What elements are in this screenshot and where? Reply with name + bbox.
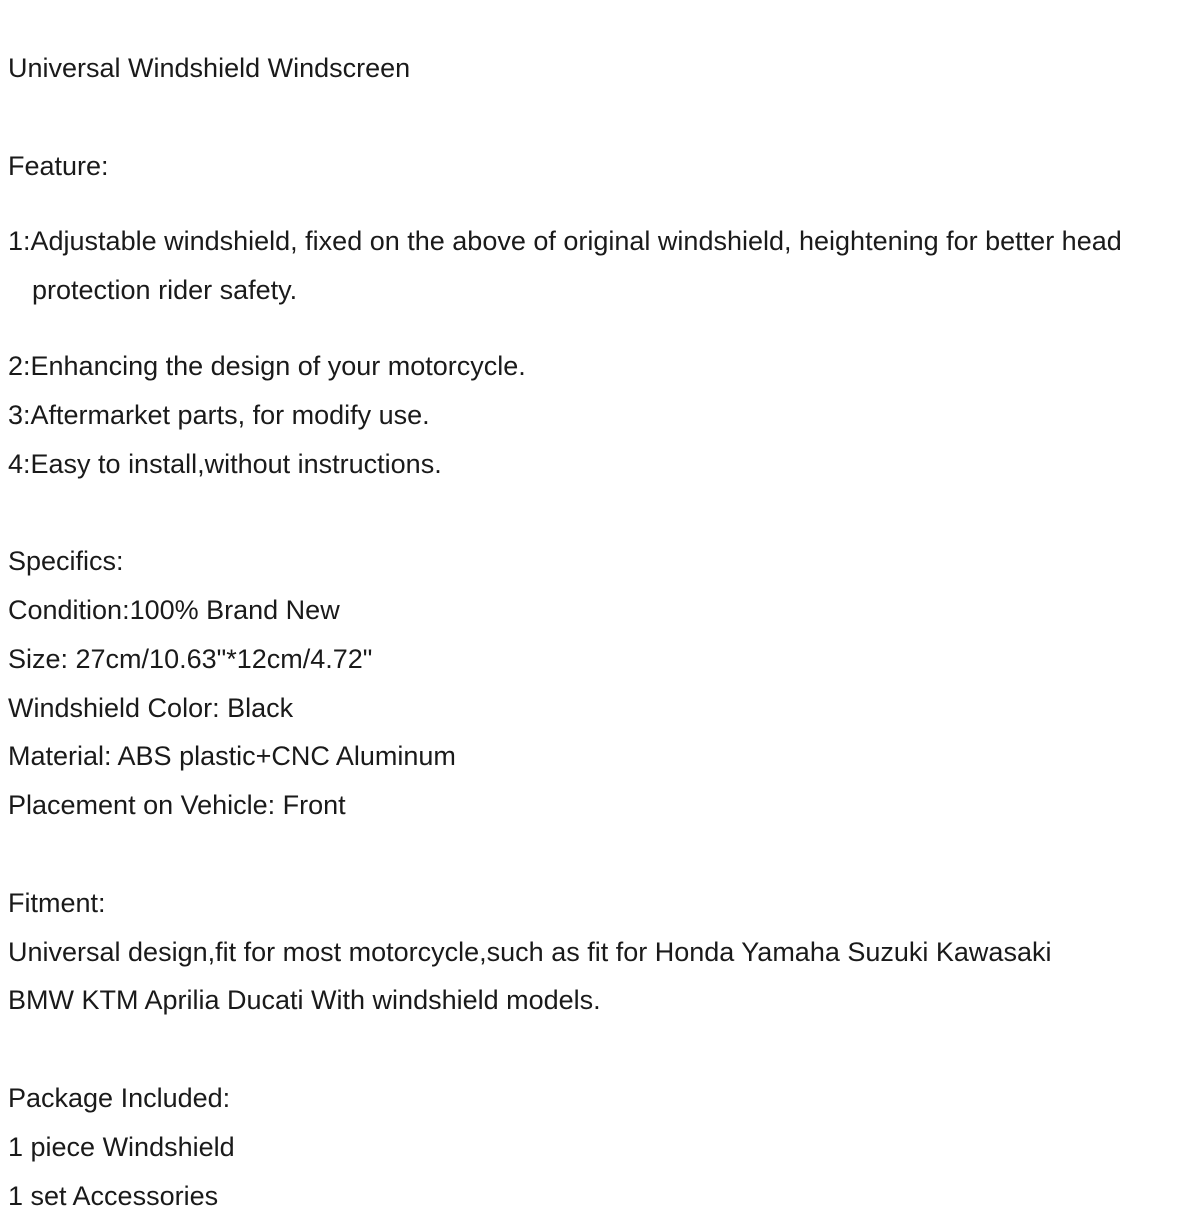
- feature-heading: Feature:: [8, 150, 109, 181]
- package-item-1: 1 piece Windshield: [8, 1131, 235, 1162]
- fitment-line-2: BMW KTM Aprilia Ducati With windshield models.: [8, 985, 601, 1016]
- specifics-heading: Specifics:: [8, 546, 124, 577]
- spec-condition: Condition:100% Brand New: [8, 594, 340, 625]
- spec-material: Material: ABS plastic+CNC Aluminum: [8, 741, 456, 772]
- spacer: [8, 488, 1194, 537]
- feature-item-3: 3:Aftermarket parts, for modify use.: [8, 399, 430, 430]
- spacer: [8, 1025, 1194, 1074]
- spec-size: Size: 27cm/10.63"*12cm/4.72": [8, 643, 373, 674]
- fitment-line-1: Universal design,fit for most motorcycle,such as fit for Honda Yamaha Suzuki Kawasaki: [8, 936, 1052, 967]
- package-heading: Package Included:: [8, 1082, 231, 1113]
- spec-placement: Placement on Vehicle: Front: [8, 790, 346, 821]
- feature-item-2: 2:Enhancing the design of your motorcycle.: [8, 350, 526, 381]
- package-item-2: 1 set Accessories: [8, 1180, 219, 1211]
- feature-item-1: 1:Adjustable windshield, fixed on the above of original windshield, heightening for better head protection rider safety.: [8, 226, 1122, 306]
- product-description: [8, 44, 1194, 1220]
- feature-item-4: 4:Easy to install,without instructions.: [8, 448, 442, 479]
- spec-color: Windshield Color: Black: [8, 692, 294, 723]
- spacer: [8, 830, 1194, 879]
- fitment-heading: Fitment:: [8, 887, 106, 918]
- spacer: [8, 93, 1194, 142]
- document-title: Universal Windshield Windscreen: [8, 53, 411, 83]
